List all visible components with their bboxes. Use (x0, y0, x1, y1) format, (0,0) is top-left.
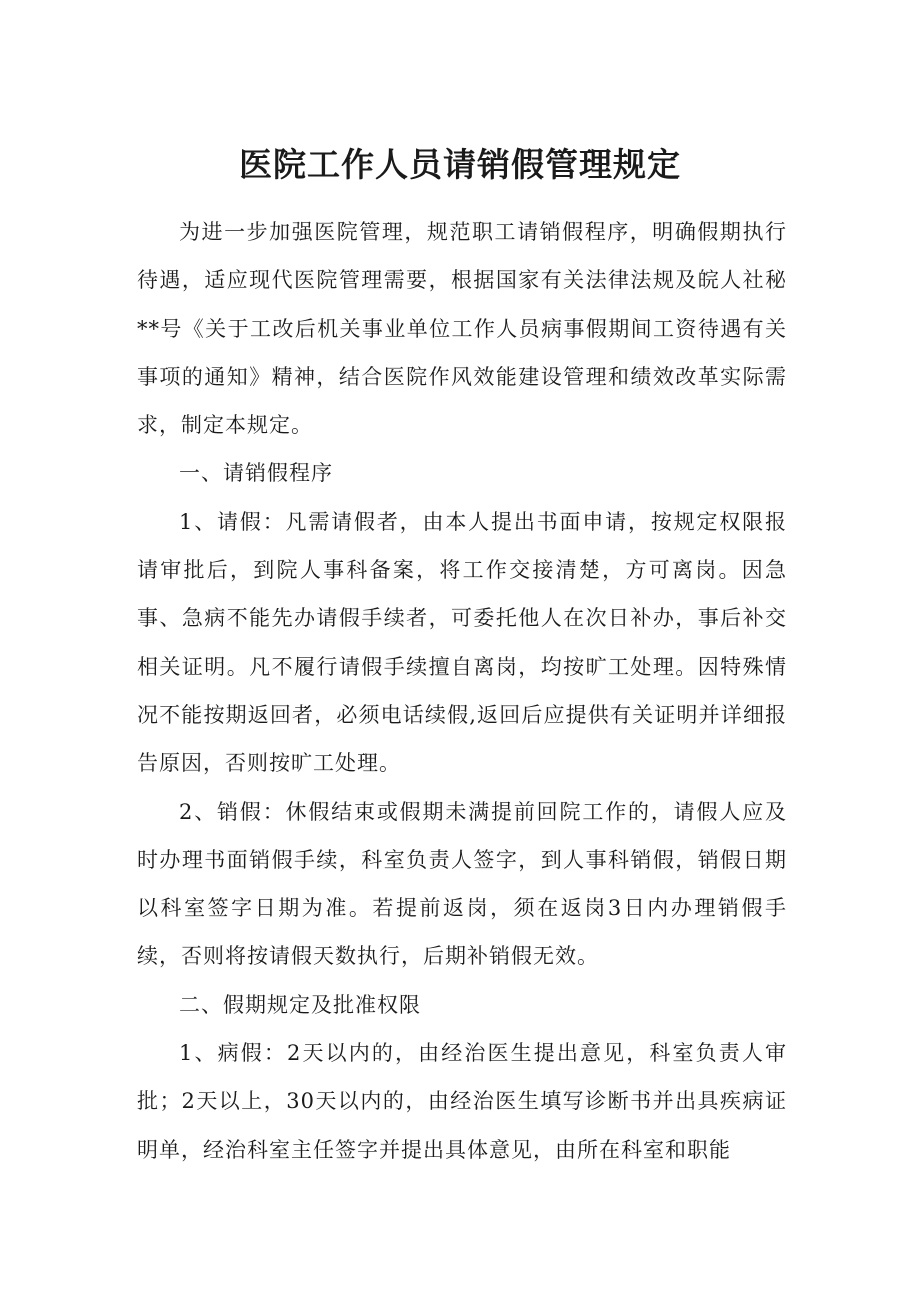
document-body (137, 208, 787, 1174)
paragraph-request-leave: 1、请假：凡需请假者，由本人提出书面申请，按规定权限报请审批后，到院人事科备案，将工作交接清楚，方可离岗。因急事、急病不能先办请假手续者，可委托他人在次日补办，事后补交相关证明。凡不履行请假手续擅自离岗，均按旷工处理。因特殊情况不能按期返回者，必须电话续假,返回后应提供有关证明并详细报告原因，否则按旷工处理。 (137, 509, 787, 776)
intro-paragraph: 为进一步加强医院管理，规范职工请销假程序，明确假期执行待遇，适应现代医院管理需要，根据国家有关法律法规及皖人社秘**号《关于工改后机关事业单位工作人员病事假期间工资待遇有关事项的通知》精神，结合医院作风效能建设管理和绩效改革实际需求，制定本规定。 (137, 220, 787, 438)
section-heading-leave-rules: 二、假期规定及批准权限 (179, 992, 421, 1017)
section-heading-leave-procedure: 一、请销假程序 (179, 461, 333, 486)
paragraph-cancel-leave: 2、销假：休假结束或假期未满提前回院工作的，请假人应及时办理书面销假手续，科室负责人签字，到人事科销假，销假日期以科室签字日期为准。若提前返岗，须在返岗3日内办理销假手续，否则将按请假天数执行，后期补销假无效。 (137, 799, 787, 969)
document-title: 医院工作人员请销假管理规定 (239, 145, 681, 184)
paragraph-sick-leave: 1、病假：2天以内的，由经治医生提出意见，科室负责人审批；2天以上，30天以内的，由经治医生填写诊断书并出具疾病证明单，经治科室主任签字并提出具体意见，由所在科室和职能 (137, 1041, 787, 1162)
